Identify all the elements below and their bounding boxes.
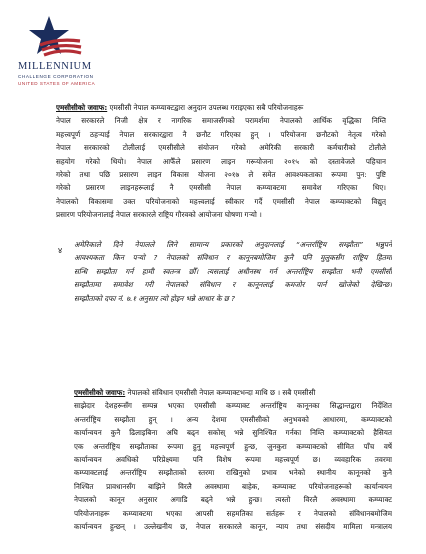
answer-line: कम्प्याक्टलाई अन्तर्राष्ट्रिय सम्झौताको स्तरमा राखिनुको प्रभाव भनेको स्थानीय कानूनको कुनै <box>74 468 392 478</box>
question-line: सम्झौताको दफा नं. ७.१ अनुसार त्यो होइन भन्ने आधार के छ ? <box>74 293 235 303</box>
answer-line: गरेको तथा पछि प्रसारण लाइन विकास योजना २०१७ ले समेत आवश्यकताका रूपमा पुन: पुष्टि <box>56 169 386 179</box>
question-4 <box>74 238 392 305</box>
question-number: ४ <box>58 246 63 255</box>
answer-heading: एमसीसीको जवाफ: <box>56 103 108 112</box>
answer-line: नेपालको कानून अनुसार अगाडि बढ्ने भन्ने हुन्छ। त्यस्तो विरलै अवस्थामा कम्प्याक्ट <box>74 495 392 505</box>
logo-org: CHALLENGE CORPORATION <box>18 74 94 79</box>
answer-line <box>56 101 386 114</box>
answer-line: गरेको प्रसारण लाइनहरूलाई नै एमसीसी नेपाल कम्प्याक्टमा समावेश गरिएका थिए। <box>56 183 386 193</box>
question-line: सम्झौतामा समावेश गरी नेपालको संविधान र कानूनलाई कमजोर पार्न खोजेको देखिन्छ। <box>74 280 392 290</box>
answer-line: नेपालको विकासमा उक्त परियोजनाको महत्त्वलाई स्वीकार गर्दै एमसीसी नेपाल कम्प्याक्टको विद्युत् <box>56 196 386 206</box>
answer-line: सहयोग गरेको थियो। नेपाल आफैँले प्रसारण लाइन गरूयोजना २०१५ को दस्तावेजले पहिचान <box>56 156 386 166</box>
answer-text: नेपालको संविधान एमसीसी नेपाल कम्प्याक्टभन्दा माथि छ । सबै एमसीसी <box>125 388 316 397</box>
answer-line: प्रसारण परियोजनालाई नेपाल सरकारले राष्ट्रिय गौरवको आयोजना घोषणा गऱ्यो । <box>56 210 262 220</box>
answer-line <box>74 386 392 399</box>
answer-heading: एमसीसीको जवाफ: <box>74 388 126 397</box>
answer-paragraph-1 <box>56 101 386 222</box>
answer-line: कार्यान्वयन कुनै ढिलाइबिना अघि बढ्न सकोस् भन्ने सुनिश्चित गर्नका निम्ति कम्प्याक्टको हैसियत <box>74 428 392 438</box>
question-line: सन्धि सम्झौता गर्न हामी स्वतन्त्र छौँ। त्यसलाई अधीनस्थ गर्न अन्तर्राष्ट्रिय सम्झौता भनी एमसीसी <box>74 266 392 276</box>
answer-line: कार्यान्वयन अवधिको परिप्रेक्ष्यमा पनि विशेष रूपमा महत्त्वपूर्ण छ। व्यवहारिक तवरमा <box>74 454 392 464</box>
answer-line: एक अन्तर्राष्ट्रिय सम्झौताका रूपमा हुनु महत्त्वपूर्ण हुन्छ, जुनकुरा कम्प्याक्टको सीमित पाँच वर्षे <box>74 441 392 451</box>
logo-country: UNITED STATES OF AMERICA <box>18 81 96 86</box>
answer-paragraph-2 <box>74 386 392 533</box>
answer-line: अन्तर्राष्ट्रिय सम्झौता हुन् । अन्य देशमा एमसीसीको अनुभवको आधारमा, कम्प्याक्टको <box>74 414 392 424</box>
answer-line: परियोजनाहरू कम्प्याक्टमा भएका आपसी सहमतिका सर्तहरू र नेपालको संविधानबमोजिम <box>74 508 392 518</box>
mcc-logo <box>18 14 128 98</box>
logo-name: MILLENNIUM <box>18 61 92 72</box>
answer-line: नेपाल सरकारले निजी क्षेत्र र नागरिक समाजसँगको परामर्शमा नेपालको आर्थिक वृद्धिका निम्ति <box>56 116 386 126</box>
answer-text: एमसीसी नेपाल कम्प्याक्टद्वारा अनुदान उपलब्ध गराइएका सबै परियोजनाहरू <box>107 103 304 112</box>
answer-line: साझेदार देशहरूसँग सम्पन्न भएका एमसीसी कम्प्याक्ट अन्तर्राष्ट्रिय कानूनका सिद्धान्तद्वारा निर्देशित <box>74 401 392 411</box>
question-line: अमेरिकाले दिने नेपालले लिने सामान्य प्रकारको अनुदानलाई “अन्तर्राष्ट्रिय सम्झौता” भन्नुपर्ने <box>74 240 392 249</box>
question-line: आवश्यकता किन पऱ्यो ? नेपालको संविधान र कानूनबमोजिम कुनै पनि मुलुकसँग राष्ट्रिय हितमा <box>74 253 392 263</box>
answer-line: नेपाल सरकारको टोलीलाई एमसीसीले संयोजन गरेको अमेरिकी सरकारी कर्मचारीको टोलीले <box>56 143 386 153</box>
answer-line: निश्चित प्रावधानसँग बाझिने विरलै अवस्थामा बाहेक, कम्प्याक्ट परियोजनाहरूको कार्यान्वयन <box>74 481 392 491</box>
mcc-star-emblem-icon <box>28 14 82 60</box>
answer-line: कार्यान्वयन हुन्छन् । उल्लेखनीय छ, नेपाल सरकारले कानून, न्याय तथा संसदीय मामिला मन्त्रालय <box>74 521 392 531</box>
answer-line: महत्त्वपूर्ण ठहऱ्याई नेपाल सरकारद्वारा नै छनौट गरिएका हुन् । परियोजना छनौटको नेतृत्व गरेको <box>56 129 386 139</box>
